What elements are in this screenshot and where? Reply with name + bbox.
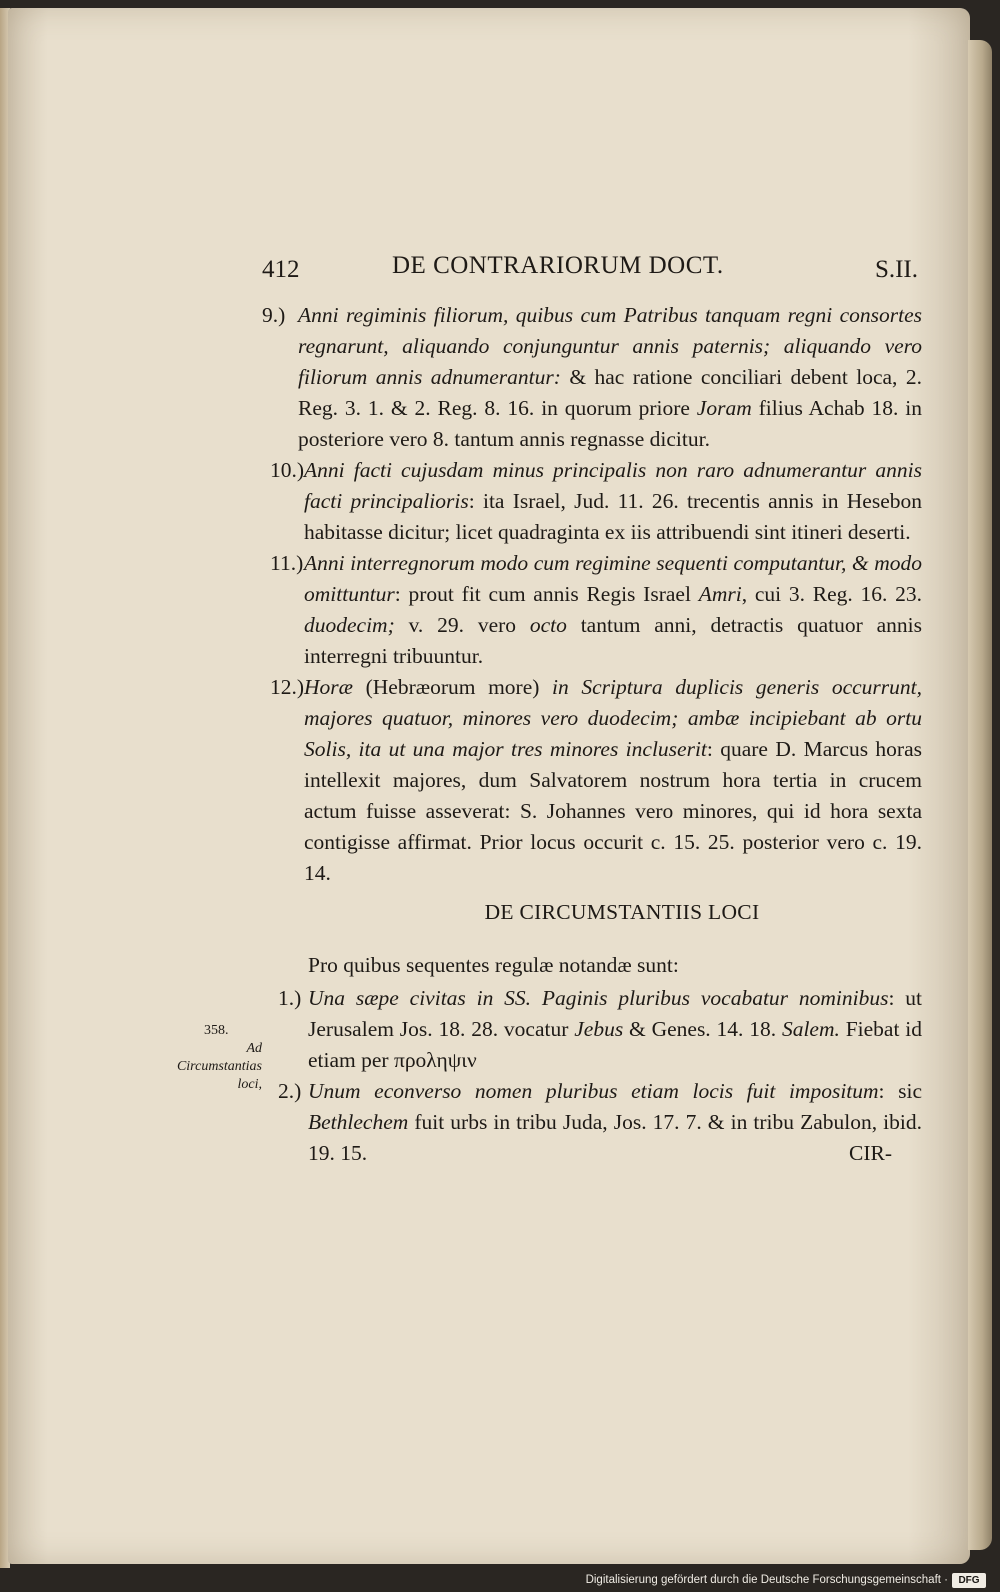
rules-intro: Pro quibus sequentes regulæ notandæ sunt:: [308, 952, 679, 977]
page-body: [262, 300, 922, 1190]
page-right-edge: [968, 40, 992, 1550]
list-item: 10.) Anni facti cujusdam minus principalis non raro adnumerantur annis facti principalioris: ita Israel, Jud. 11. 26. trecentis annis in Hesebon habitasse dicitur; licet quadraginta ex iis attribuendi sint itineri deserti.: [270, 458, 922, 544]
catchword: CIR-: [849, 1140, 892, 1165]
running-title: DE CONTRARIORUM DOCT.: [392, 252, 724, 279]
list-item: 1.) Una sæpe civitas in SS. Paginis pluribus vocabatur nominibus: ut Jerusalem Jos. 18. 28. vocatur Jebus & Genes. 14. 18. Salem. Fiebat id etiam per προληψιν: [278, 985, 923, 1072]
footer-credit: Digitalisierung gefördert durch die Deutsche Forschungsgemeinschaft ·: [585, 1574, 948, 1586]
margin-note-number: 358.: [204, 1023, 229, 1038]
list-item: 2.) Unum econverso nomen pluribus etiam locis fuit impositum: sic Bethlechem fuit urbs in tribu Juda, Jos. 17. 7. & in tribu Zabulon, ibid. 19. 15.: [278, 1078, 923, 1165]
list-item: 9.) Anni regiminis filiorum, quibus cum Patribus tanquam regni consortes regnarunt, aliquando conjunguntur annis paternis; aliquando vero filiorum annis adnumerantur: & hac ratione conciliari debent loca, 2. Reg. 3. 1. & 2. Reg. 8. 16. in quorum priore Joram filius Achab 18. in posteriore vero 8. tantum annis regnasse dicitur.: [262, 303, 922, 451]
section-subheading: DE CIRCUMSTANTIIS LOCI: [484, 900, 760, 924]
running-header: [262, 252, 922, 288]
list-item: 11.) Anni interregnorum modo cum regimine sequenti computantur, & modo omittuntur: prout fit cum annis Regis Israel Amri, cui 3. Reg. 16. 23. duodecim; v. 29. vero octo tantum anni, detractis quatuor annis interregni tribuuntur.: [270, 551, 922, 668]
footer-bar: [0, 1570, 1000, 1592]
list-item: 12.) Horæ (Hebræorum more) in Scriptura duplicis generis occurrunt, majores quatuor, minores vero duodecim; ambæ incipiebant ab ortu Solis, ita ut una major tres minores incluserit: quare D. Marcus horas intellexit majores, dum Salvatorem nostrum hora tertia in crucem actum fuisse asseverat: S. Johannes vero minores, qui id hora sexta contigisse affirmat. Prior locus occurit c. 15. 25. posterior vero c. 19. 14.: [270, 675, 922, 885]
dfg-logo: DFG: [952, 1573, 986, 1588]
page-number: 412: [262, 256, 300, 283]
margin-note: [172, 1022, 262, 1094]
section-marker: S.II.: [874, 256, 918, 283]
margin-note-text: Ad Circumstantias loci,: [176, 1041, 262, 1092]
greek-word: προληψιν: [393, 1047, 477, 1072]
